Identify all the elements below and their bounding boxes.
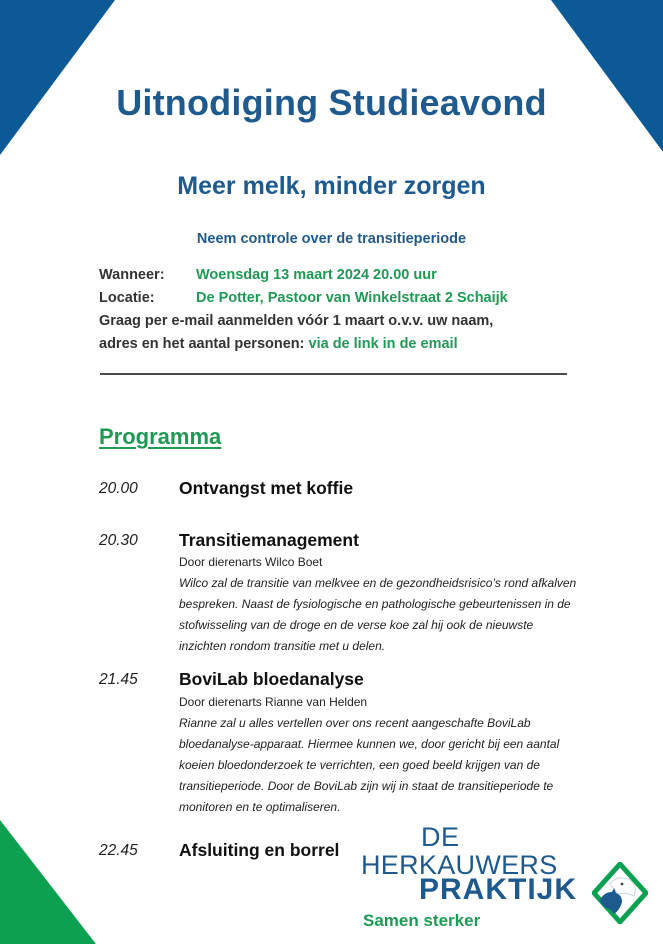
program-speaker: Door dierenarts Rianne van Helden [179, 695, 368, 709]
description-line: Wilco zal de transitie van melkvee en de gezondheidsrisico’s rond afkalven [179, 576, 577, 590]
program-description [179, 573, 639, 657]
description-line: inzichten rondom transitie met u delen. [179, 639, 386, 653]
description-line: Rianne zal u alles vertellen over ons recent aangeschafte BoviLab [179, 716, 531, 730]
when-value: Woensdag 13 maart 2024 20.00 uur [196, 267, 437, 283]
top-left-blue-triangle [0, 0, 115, 155]
description-line: transitieperiode. Door de BoviLab zijn wij in staat de transitieperiode te [179, 779, 554, 793]
program-heading: Programma [99, 424, 222, 449]
location-label: Locatie: [99, 290, 155, 306]
signup-line-1: Graag per e-mail aanmelden vóór 1 maart o.v.v. uw naam, [99, 313, 494, 329]
when-label: Wanneer: [99, 267, 165, 283]
logo-line-praktijk: PRAKTIJK [419, 873, 578, 906]
logo-line-herkauwers: HERKAUWERS [361, 850, 558, 880]
location-value: De Potter, Pastoor van Winkelstraat 2 Schaijk [196, 290, 508, 306]
program-title: Afsluiting en borrel [179, 840, 340, 860]
divider [100, 373, 567, 375]
logo-line-de: DE [421, 822, 460, 852]
page-tagline: Neem controle over de transitieperiode [196, 231, 467, 247]
page-title: Uitnodiging Studieavond [116, 82, 547, 123]
description-line: bloedanalyse-apparaat. Hiermee kunnen we, door gericht bij een aantal [179, 737, 560, 751]
program-time: 20.30 [99, 532, 138, 549]
program-time: 20.00 [99, 480, 138, 497]
bottom-left-green-triangle [0, 820, 96, 944]
program-time: 22.45 [99, 842, 138, 859]
program-speaker: Door dierenarts Wilco Boet [179, 555, 323, 569]
program-title: BoviLab bloedanalyse [179, 669, 364, 689]
program-title: Transitiemanagement [179, 530, 359, 550]
description-line: koeien bloedonderzoek te verrichten, een goed beeld krijgen van de [179, 758, 540, 772]
cow-goat-diamond-icon [592, 862, 648, 924]
description-line: stofwisseling van de droge en de verse koe zal hij ook de nieuwste [179, 618, 534, 632]
signup-text: adres en het aantal personen: [99, 336, 305, 352]
description-line: bespreken. Naast de fysiologische en pathologische gebeurtenissen in de [179, 597, 571, 611]
program-title: Ontvangst met koffie [179, 478, 354, 498]
logo-tagline: Samen sterker [363, 911, 481, 930]
program-time: 21.45 [99, 671, 138, 688]
program-description [179, 713, 639, 818]
top-right-blue-triangle [551, 0, 663, 152]
description-line: monitoren en te optimaliseren. [179, 800, 341, 814]
signup-link[interactable]: via de link in de email [308, 336, 458, 352]
signup-line-2 [99, 336, 458, 352]
page-subtitle: Meer melk, minder zorgen [177, 172, 486, 200]
